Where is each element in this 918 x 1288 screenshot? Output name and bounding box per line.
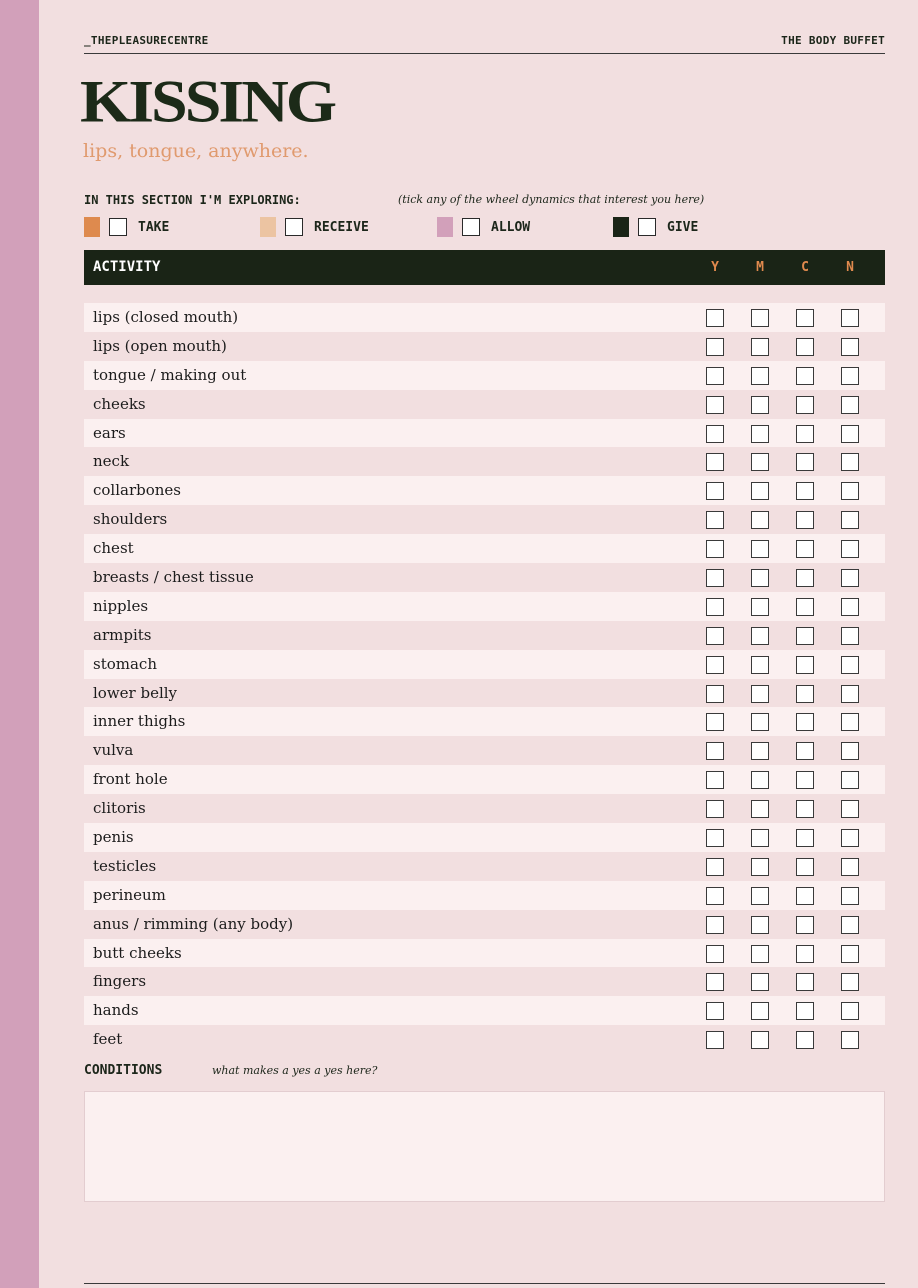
yes-checkbox[interactable] — [706, 1031, 724, 1049]
maybe-checkbox[interactable] — [751, 598, 769, 616]
activity-label: fingers — [93, 972, 147, 991]
curious-checkbox[interactable] — [796, 713, 814, 731]
yes-checkbox[interactable] — [706, 800, 724, 818]
table-row — [84, 534, 885, 563]
allow-swatch — [437, 217, 453, 237]
no-checkbox[interactable] — [841, 569, 859, 587]
no-checkbox[interactable] — [841, 800, 859, 818]
yes-checkbox[interactable] — [706, 656, 724, 674]
conditions-note: what makes a yes a yes here? — [212, 1064, 378, 1077]
yes-checkbox[interactable] — [706, 945, 724, 963]
conditions-textbox[interactable] — [84, 1091, 885, 1202]
table-header — [84, 250, 885, 285]
exploring-note: (tick any of the wheel dynamics that interest you here) — [398, 193, 705, 206]
table-row — [84, 823, 885, 852]
maybe-checkbox[interactable] — [751, 973, 769, 991]
allow-checkbox[interactable] — [462, 218, 480, 236]
table-row — [84, 736, 885, 765]
activity-label: inner thighs — [93, 712, 186, 731]
no-checkbox[interactable] — [841, 1031, 859, 1049]
maybe-checkbox[interactable] — [751, 511, 769, 529]
activity-label: chest — [93, 539, 134, 558]
activity-label: feet — [93, 1030, 123, 1049]
curious-checkbox[interactable] — [796, 656, 814, 674]
conditions-label: CONDITIONS — [84, 1063, 163, 1078]
maybe-checkbox[interactable] — [751, 1031, 769, 1049]
curious-checkbox[interactable] — [796, 396, 814, 414]
activity-label: lower belly — [93, 683, 178, 702]
activity-label: front hole — [93, 770, 168, 789]
activity-label: vulva — [93, 741, 134, 760]
maybe-checkbox[interactable] — [751, 482, 769, 500]
table-row — [84, 361, 885, 390]
table-row — [84, 563, 885, 592]
curious-checkbox[interactable] — [796, 598, 814, 616]
activity-label: anus / rimming (any body) — [93, 914, 294, 933]
yes-checkbox[interactable] — [706, 511, 724, 529]
dynamic-option-allow — [437, 216, 530, 238]
table-row — [84, 650, 885, 679]
no-checkbox[interactable] — [841, 540, 859, 558]
column-header-n: N — [846, 260, 854, 275]
no-checkbox[interactable] — [841, 1002, 859, 1020]
receive-label: RECEIVE — [314, 219, 369, 235]
maybe-checkbox[interactable] — [751, 309, 769, 327]
activity-label: perineum — [93, 885, 166, 904]
no-checkbox[interactable] — [841, 887, 859, 905]
maybe-checkbox[interactable] — [751, 627, 769, 645]
yes-checkbox[interactable] — [706, 713, 724, 731]
maybe-checkbox[interactable] — [751, 685, 769, 703]
yes-checkbox[interactable] — [706, 742, 724, 760]
allow-label: ALLOW — [491, 219, 531, 235]
yes-checkbox[interactable] — [706, 425, 724, 443]
page-title: KISSING — [80, 68, 335, 136]
no-checkbox[interactable] — [841, 627, 859, 645]
table-row — [84, 592, 885, 621]
activity-label: tongue / making out — [93, 365, 247, 384]
take-checkbox[interactable] — [109, 218, 127, 236]
document-title-label: THE BODY BUFFET — [781, 34, 885, 47]
maybe-checkbox[interactable] — [751, 771, 769, 789]
curious-checkbox[interactable] — [796, 829, 814, 847]
give-swatch — [613, 217, 629, 237]
maybe-checkbox[interactable] — [751, 829, 769, 847]
activity-label: lips (open mouth) — [93, 336, 227, 355]
header-divider — [84, 53, 885, 54]
table-row — [84, 1025, 885, 1054]
yes-checkbox[interactable] — [706, 338, 724, 356]
activity-label: clitoris — [93, 799, 146, 818]
activity-label: neck — [93, 452, 130, 471]
curious-checkbox[interactable] — [796, 685, 814, 703]
column-header-y: Y — [711, 260, 719, 275]
yes-checkbox[interactable] — [706, 540, 724, 558]
table-row — [84, 852, 885, 881]
no-checkbox[interactable] — [841, 771, 859, 789]
maybe-checkbox[interactable] — [751, 887, 769, 905]
yes-checkbox[interactable] — [706, 916, 724, 934]
dynamic-option-take — [84, 216, 169, 238]
yes-checkbox[interactable] — [706, 396, 724, 414]
no-checkbox[interactable] — [841, 858, 859, 876]
no-checkbox[interactable] — [841, 598, 859, 616]
give-checkbox[interactable] — [638, 218, 656, 236]
no-checkbox[interactable] — [841, 685, 859, 703]
curious-checkbox[interactable] — [796, 367, 814, 385]
yes-checkbox[interactable] — [706, 771, 724, 789]
table-row — [84, 996, 885, 1025]
maybe-checkbox[interactable] — [751, 656, 769, 674]
no-checkbox[interactable] — [841, 425, 859, 443]
activity-label: lips (closed mouth) — [93, 308, 239, 326]
receive-checkbox[interactable] — [285, 218, 303, 236]
yes-checkbox[interactable] — [706, 367, 724, 385]
activity-label: butt cheeks — [93, 943, 182, 962]
curious-checkbox[interactable] — [796, 858, 814, 876]
maybe-checkbox[interactable] — [751, 540, 769, 558]
table-row — [84, 967, 885, 996]
no-checkbox[interactable] — [841, 338, 859, 356]
curious-checkbox[interactable] — [796, 453, 814, 471]
curious-checkbox[interactable] — [796, 511, 814, 529]
activity-label: cheeks — [93, 394, 146, 413]
curious-checkbox[interactable] — [796, 742, 814, 760]
give-label: GIVE — [667, 219, 699, 235]
maybe-checkbox[interactable] — [751, 425, 769, 443]
maybe-checkbox[interactable] — [751, 396, 769, 414]
activity-label: collarbones — [93, 481, 182, 500]
table-row — [84, 332, 885, 361]
no-checkbox[interactable] — [841, 829, 859, 847]
no-checkbox[interactable] — [841, 973, 859, 991]
footer-divider — [84, 1283, 885, 1284]
activity-label: hands — [93, 1001, 139, 1020]
activity-label: penis — [93, 828, 134, 847]
exploring-label: IN THIS SECTION I'M EXPLORING: — [84, 193, 301, 207]
activity-label: armpits — [93, 625, 152, 644]
activity-label: ears — [93, 423, 126, 442]
take-swatch — [84, 217, 100, 237]
no-checkbox[interactable] — [841, 742, 859, 760]
no-checkbox[interactable] — [841, 367, 859, 385]
maybe-checkbox[interactable] — [751, 858, 769, 876]
dynamic-option-receive — [260, 216, 369, 238]
receive-swatch — [260, 217, 276, 237]
side-color-bar — [0, 0, 39, 1288]
yes-checkbox[interactable] — [706, 829, 724, 847]
no-checkbox[interactable] — [841, 656, 859, 674]
maybe-checkbox[interactable] — [751, 453, 769, 471]
activity-label: nipples — [93, 596, 149, 615]
yes-checkbox[interactable] — [706, 685, 724, 703]
curious-checkbox[interactable] — [796, 1002, 814, 1020]
yes-checkbox[interactable] — [706, 1002, 724, 1020]
curious-checkbox[interactable] — [796, 887, 814, 905]
no-checkbox[interactable] — [841, 511, 859, 529]
yes-checkbox[interactable] — [706, 627, 724, 645]
curious-checkbox[interactable] — [796, 540, 814, 558]
column-header-c: C — [801, 260, 809, 275]
curious-checkbox[interactable] — [796, 569, 814, 587]
no-checkbox[interactable] — [841, 396, 859, 414]
table-row — [84, 765, 885, 794]
yes-checkbox[interactable] — [706, 858, 724, 876]
table-row — [84, 447, 885, 476]
maybe-checkbox[interactable] — [751, 945, 769, 963]
curious-checkbox[interactable] — [796, 945, 814, 963]
activity-column-header: ACTIVITY — [93, 259, 161, 275]
table-row — [84, 505, 885, 534]
maybe-checkbox[interactable] — [751, 800, 769, 818]
maybe-checkbox[interactable] — [751, 367, 769, 385]
curious-checkbox[interactable] — [796, 800, 814, 818]
table-row — [84, 910, 885, 939]
curious-checkbox[interactable] — [796, 627, 814, 645]
table-row — [84, 939, 885, 968]
maybe-checkbox[interactable] — [751, 1002, 769, 1020]
curious-checkbox[interactable] — [796, 916, 814, 934]
table-row — [84, 303, 885, 332]
activity-label: shoulders — [93, 510, 168, 529]
curious-checkbox[interactable] — [796, 482, 814, 500]
table-row — [84, 419, 885, 448]
maybe-checkbox[interactable] — [751, 916, 769, 934]
table-row — [84, 476, 885, 505]
brand-label: _THEPLEASURECENTRE — [84, 34, 209, 47]
no-checkbox[interactable] — [841, 309, 859, 327]
curious-checkbox[interactable] — [796, 425, 814, 443]
no-checkbox[interactable] — [841, 916, 859, 934]
yes-checkbox[interactable] — [706, 887, 724, 905]
table-row — [84, 621, 885, 650]
no-checkbox[interactable] — [841, 482, 859, 500]
page-subtitle: lips, tongue, anywhere. — [83, 140, 309, 162]
maybe-checkbox[interactable] — [751, 742, 769, 760]
maybe-checkbox[interactable] — [751, 713, 769, 731]
maybe-checkbox[interactable] — [751, 569, 769, 587]
table-row — [84, 707, 885, 736]
curious-checkbox[interactable] — [796, 1031, 814, 1049]
table-row — [84, 794, 885, 823]
take-label: TAKE — [138, 219, 170, 235]
activity-label: breasts / chest tissue — [93, 568, 254, 587]
table-row — [84, 881, 885, 910]
yes-checkbox[interactable] — [706, 309, 724, 327]
curious-checkbox[interactable] — [796, 338, 814, 356]
table-row — [84, 390, 885, 419]
curious-checkbox[interactable] — [796, 771, 814, 789]
yes-checkbox[interactable] — [706, 453, 724, 471]
activity-list — [84, 303, 885, 1054]
dynamic-option-give — [613, 216, 698, 238]
yes-checkbox[interactable] — [706, 598, 724, 616]
curious-checkbox[interactable] — [796, 309, 814, 327]
no-checkbox[interactable] — [841, 945, 859, 963]
yes-checkbox[interactable] — [706, 569, 724, 587]
curious-checkbox[interactable] — [796, 973, 814, 991]
yes-checkbox[interactable] — [706, 973, 724, 991]
yes-checkbox[interactable] — [706, 482, 724, 500]
no-checkbox[interactable] — [841, 453, 859, 471]
activity-label: stomach — [93, 654, 157, 673]
column-header-m: M — [756, 260, 764, 275]
activity-label: testicles — [93, 856, 157, 875]
no-checkbox[interactable] — [841, 713, 859, 731]
table-row — [84, 679, 885, 708]
maybe-checkbox[interactable] — [751, 338, 769, 356]
